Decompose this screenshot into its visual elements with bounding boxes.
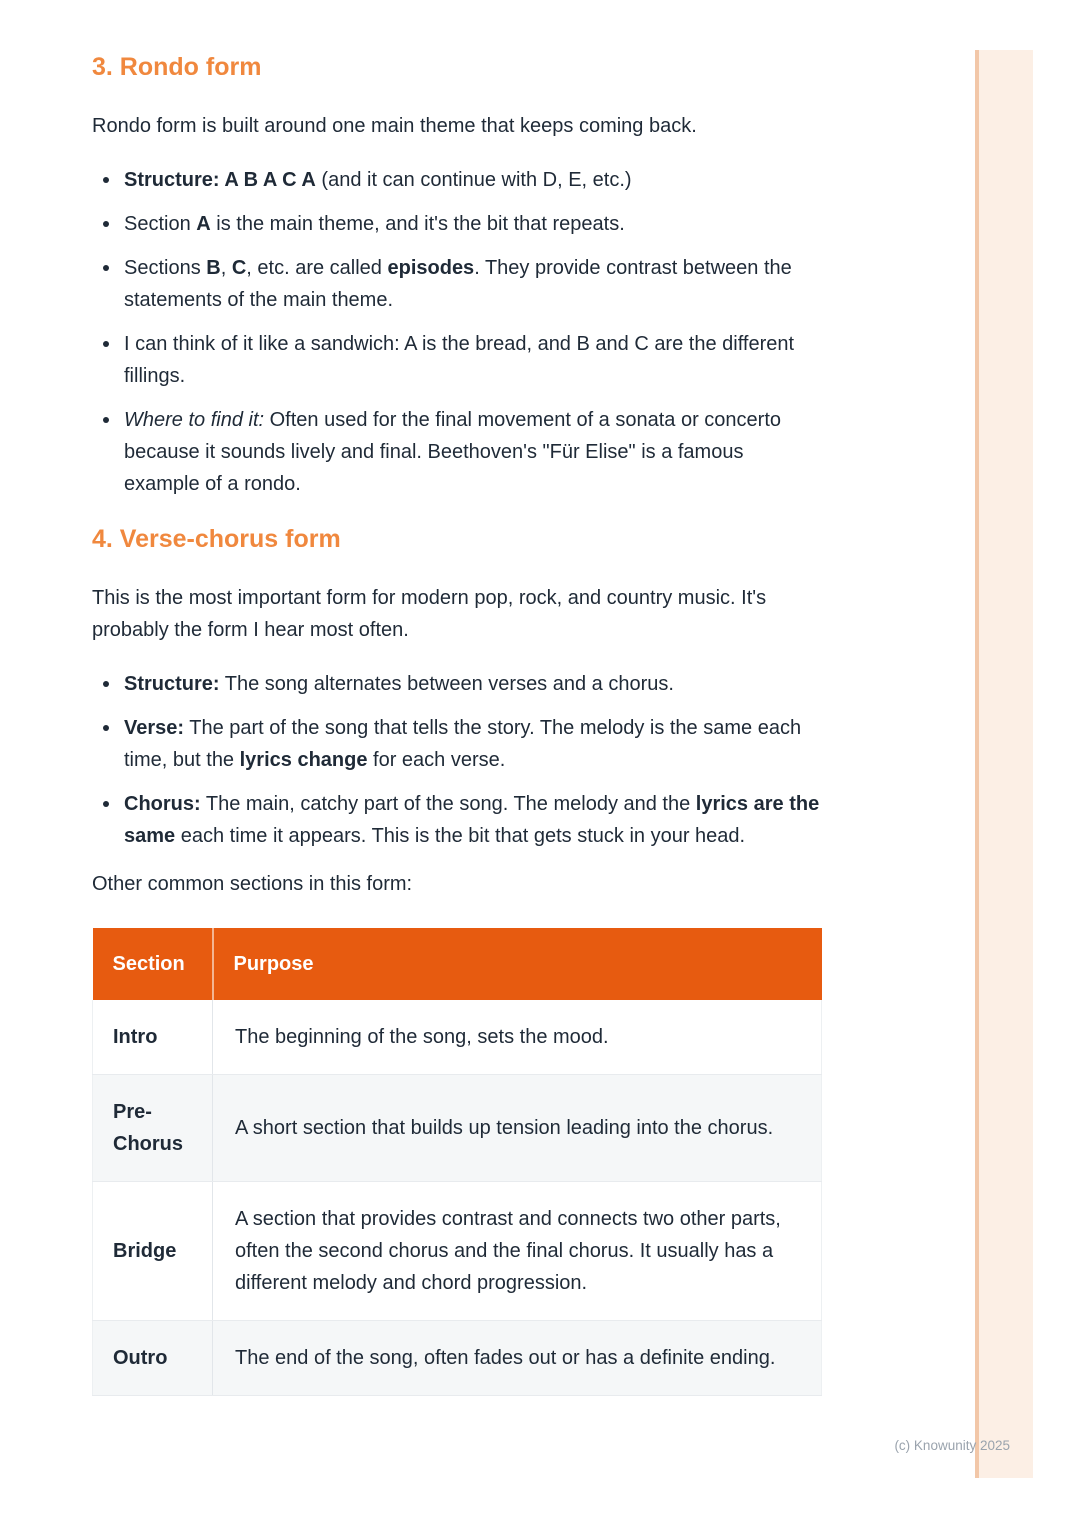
bullet-segment: Often used for the final movement of a sonata or concerto because it sounds lively and final. Beethoven's "Für Elise" is a famous example of a rondo.	[124, 409, 782, 495]
section-heading-rondo: 3. Rondo form	[92, 53, 262, 81]
document-content	[92, 52, 822, 1396]
table-row	[93, 1321, 822, 1396]
table-header-purpose: Purpose	[213, 928, 822, 1000]
bullet-segment: is the main theme, and it's the bit that repeats.	[210, 213, 625, 235]
table-row	[93, 1000, 822, 1075]
table-lead-paragraph: Other common sections in this form:	[92, 873, 413, 895]
page-edge-stripe	[975, 50, 1033, 1478]
bullet-segment: Structure: A B A C A	[124, 169, 316, 191]
bullet-segment: B	[206, 257, 221, 279]
table-cell-section: Intro	[93, 1000, 213, 1075]
table-cell-section: Bridge	[93, 1182, 213, 1321]
bullet-segment: The part of the song that tells the story. The melody is the same each time, but the	[124, 717, 802, 771]
list-item	[92, 252, 822, 316]
bullet-segment: Section	[124, 213, 197, 235]
bullet-segment: A	[196, 213, 211, 235]
list-item	[92, 788, 822, 852]
table-cell-section: Pre-Chorus	[93, 1075, 213, 1182]
rondo-bullet-list	[92, 164, 822, 500]
bullet-segment: each time it appears. This is the bit that gets stuck in your head.	[175, 825, 746, 847]
table-cell-purpose: A section that provides contrast and connects two other parts, often the second chorus and the final chorus. It usually has a different melody and chord progression.	[213, 1182, 822, 1321]
table-cell-purpose: The beginning of the song, sets the mood.	[213, 1000, 822, 1075]
copyright-note: (c) Knowunity 2025	[894, 1438, 1010, 1453]
list-item	[92, 404, 822, 500]
table-row	[93, 1182, 822, 1321]
list-item	[92, 328, 822, 392]
table-cell-section: Outro	[93, 1321, 213, 1396]
bullet-segment: Sections	[124, 257, 207, 279]
bullet-segment: Chorus:	[124, 793, 201, 815]
list-item	[92, 164, 822, 196]
bullet-segment: The main, catchy part of the song. The melody and the	[200, 793, 696, 815]
table-header-row	[93, 928, 822, 1000]
bullet-segment: The song alternates between verses and a chorus.	[219, 673, 674, 695]
bullet-segment: ,	[220, 257, 232, 279]
bullet-segment: I can think of it like a sandwich: A is the bread, and B and C are the different fillings.	[124, 333, 795, 387]
bullet-segment: lyrics change	[239, 749, 368, 771]
section-heading-verse-chorus: 4. Verse-chorus form	[92, 525, 341, 553]
bullet-segment: , etc. are called	[246, 257, 388, 279]
bullet-segment: Verse:	[124, 717, 185, 739]
rondo-intro-paragraph: Rondo form is built around one main theme that keeps coming back.	[92, 115, 697, 137]
bullet-segment: Where to find it:	[124, 409, 265, 431]
bullet-segment: (and it can continue with D, E, etc.)	[315, 169, 632, 191]
bullet-segment: . They provide contrast between the statements of the main theme.	[124, 257, 792, 311]
verse-chorus-intro-paragraph: This is the most important form for modern pop, rock, and country music. It's probably the form I hear most often.	[92, 587, 767, 641]
table-row	[93, 1075, 822, 1182]
table-header-section: Section	[93, 928, 213, 1000]
bullet-segment: C	[231, 257, 247, 279]
list-item	[92, 712, 822, 776]
table-cell-purpose: The end of the song, often fades out or has a definite ending.	[213, 1321, 822, 1396]
song-sections-table	[92, 928, 822, 1396]
bullet-segment: lyrics are the same	[124, 793, 820, 847]
bullet-segment: Structure:	[124, 673, 220, 695]
list-item	[92, 668, 822, 700]
verse-chorus-bullet-list	[92, 668, 822, 852]
table-cell-purpose: A short section that builds up tension leading into the chorus.	[213, 1075, 822, 1182]
bullet-segment: for each verse.	[367, 749, 506, 771]
list-item	[92, 208, 822, 240]
bullet-segment: episodes	[387, 257, 475, 279]
